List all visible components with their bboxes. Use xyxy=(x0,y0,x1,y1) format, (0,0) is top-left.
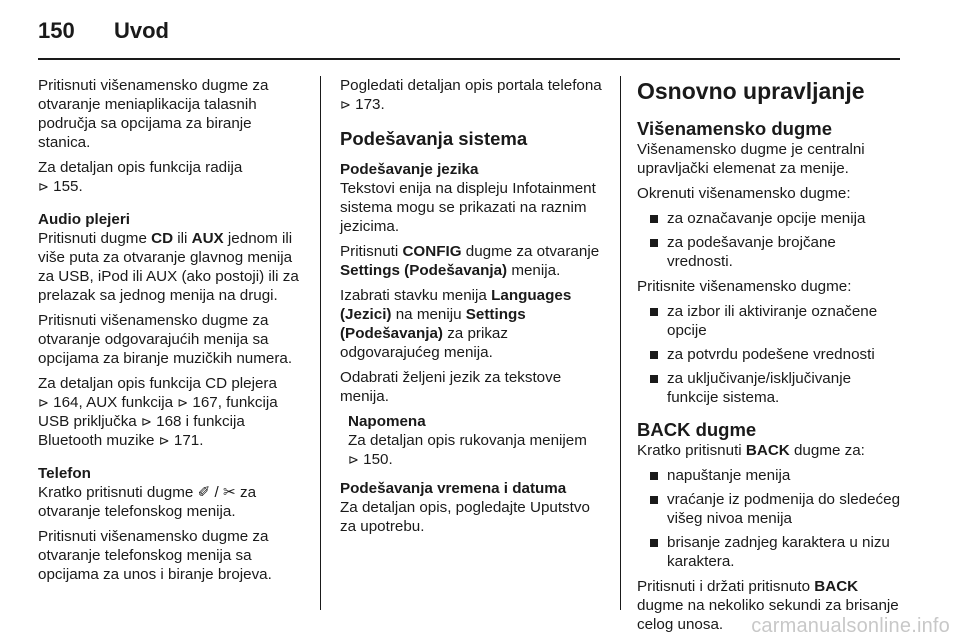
language-paragraph-3: Izabrati stavku menija Languages (Jezici) na meniju Settings (Podešavanja) za prikaz odgovarajućeg menija. xyxy=(340,287,572,361)
watermark: carmanualsonline.info xyxy=(751,615,950,637)
column-1 xyxy=(38,76,306,590)
time-date-heading: Podešavanja vremena i datuma xyxy=(340,480,567,497)
page-header xyxy=(38,18,169,48)
basic-operation-heading: Osnovno upravljanje xyxy=(637,78,865,104)
bullet-icon xyxy=(650,239,658,247)
back-paragraph-1: Kratko pritisnuti BACK dugme za: xyxy=(637,442,865,459)
phone-heading: Telefon xyxy=(38,465,91,482)
page-ref-icon: ⊳ xyxy=(348,452,359,467)
phone-paragraph-1: Kratko pritisnuti dugme ✐ / ✂ za otvaranje telefonskog menija. xyxy=(38,484,257,520)
page-ref-icon: ⊳ xyxy=(38,395,49,410)
page-ref-icon: ⊳ xyxy=(340,97,351,112)
back-paragraph-2: Pritisnuti i držati pritisnuto BACK dugme na nekoliko sekundi za brisanje celog unosa. xyxy=(637,578,899,633)
list-item: za označavanje opcije menija xyxy=(637,209,903,228)
knob-paragraph-3: Pritisnite višenamensko dugme: xyxy=(637,278,852,295)
audio-heading: Audio plejeri xyxy=(38,211,130,228)
list-item: vraćanje iz podmenija do sledećeg višeg nivoa menija xyxy=(637,490,903,528)
phone-paragraph-2: Pritisnuti višenamensko dugme za otvaranje telefonskog menija sa opcijama za unos i biranje brojeva. xyxy=(38,528,272,583)
phone-icon: ✐ xyxy=(197,484,211,501)
note-title: Napomena xyxy=(348,413,426,430)
column-3 xyxy=(637,76,903,640)
column-2 xyxy=(340,76,606,542)
list-item: za izbor ili aktiviranje označene opcije xyxy=(637,302,903,340)
bullet-icon xyxy=(650,496,658,504)
phone-mute-icon: ✂ xyxy=(223,484,236,501)
knob-paragraph-1: Višenamensko dugme je centralni upravljački elemenat za menije. xyxy=(637,141,865,177)
page-ref-icon: ⊳ xyxy=(177,395,189,410)
chapter-title: Uvod xyxy=(114,18,169,43)
column-divider-1 xyxy=(320,76,321,610)
list-item: za potvrdu podešene vrednosti xyxy=(637,345,903,364)
page-number: 150 xyxy=(38,18,75,43)
press-list xyxy=(637,302,903,407)
page-ref-icon: ⊳ xyxy=(158,433,170,448)
bullet-icon xyxy=(650,472,658,480)
time-date-paragraph: Za detaljan opis, pogledajte Uputstvo za upotrebu. xyxy=(340,499,590,535)
bullet-icon xyxy=(650,351,658,359)
knob-paragraph-2: Okrenuti višenamensko dugme: xyxy=(637,185,851,202)
audio-paragraph-1: Pritisnuti dugme CD ili AUX jednom ili više puta za otvaranje glavnog menija za USB, iPod ili AUX (ako postoji) ili za prelazak sa jednog menija na drugi. xyxy=(38,230,299,304)
page-ref-icon: ⊳ xyxy=(140,414,152,429)
radio-ref-paragraph: Za detaljan opis funkcija radija ⊳ 155. xyxy=(38,159,243,195)
turn-list xyxy=(637,209,903,271)
audio-paragraph-2: Pritisnuti višenamensko dugme za otvaranje odgovarajućih menija sa opcijama za biranje muzičkih numera. xyxy=(38,312,293,367)
bullet-icon xyxy=(650,539,658,547)
audio-paragraph-3: Za detaljan opis funkcija CD plejera ⊳ 164, AUX funkcija ⊳ 167, funkcija USB priključka ⊳ 168 i funkcija Bluetooth muzike ⊳ 171. xyxy=(38,375,278,449)
radio-paragraph: Pritisnuti višenamensko dugme za otvaranje meniaplikacija talasnih područja sa opcijama za biranje stanica. xyxy=(38,77,269,151)
language-paragraph-1: Tekstovi enija na displeju Infotainment sistema mogu se prikazati na raznim jezicima. xyxy=(340,180,596,235)
header-rule xyxy=(38,58,900,60)
note-text: Za detaljan opis rukovanja menijem ⊳ 150. xyxy=(348,432,587,468)
portal-paragraph: Pogledati detaljan opis portala telefona ⊳ 173. xyxy=(340,77,602,113)
list-item: za podešavanje brojčane vrednosti. xyxy=(637,233,903,271)
system-settings-heading: Podešavanja sistema xyxy=(340,128,528,149)
language-paragraph-2: Pritisnuti CONFIG dugme za otvaranje Settings (Podešavanja) menija. xyxy=(340,243,600,279)
back-list xyxy=(637,466,903,571)
bullet-icon xyxy=(650,215,658,223)
back-button-heading: BACK dugme xyxy=(637,419,757,440)
bullet-icon xyxy=(650,308,658,316)
multifunction-knob-heading: Višenamensko dugme xyxy=(637,118,833,139)
list-item: brisanje zadnjeg karaktera u nizu karaktera. xyxy=(637,533,903,571)
bullet-icon xyxy=(650,375,658,383)
page-ref-icon: ⊳ xyxy=(38,179,49,194)
list-item: napuštanje menija xyxy=(637,466,903,485)
column-divider-2 xyxy=(620,76,621,610)
note-box xyxy=(340,412,606,469)
language-heading: Podešavanje jezika xyxy=(340,161,479,178)
language-paragraph-4: Odabrati željeni jezik za tekstove menija. xyxy=(340,369,562,405)
list-item: za uključivanje/isključivanje funkcije sistema. xyxy=(637,369,903,407)
